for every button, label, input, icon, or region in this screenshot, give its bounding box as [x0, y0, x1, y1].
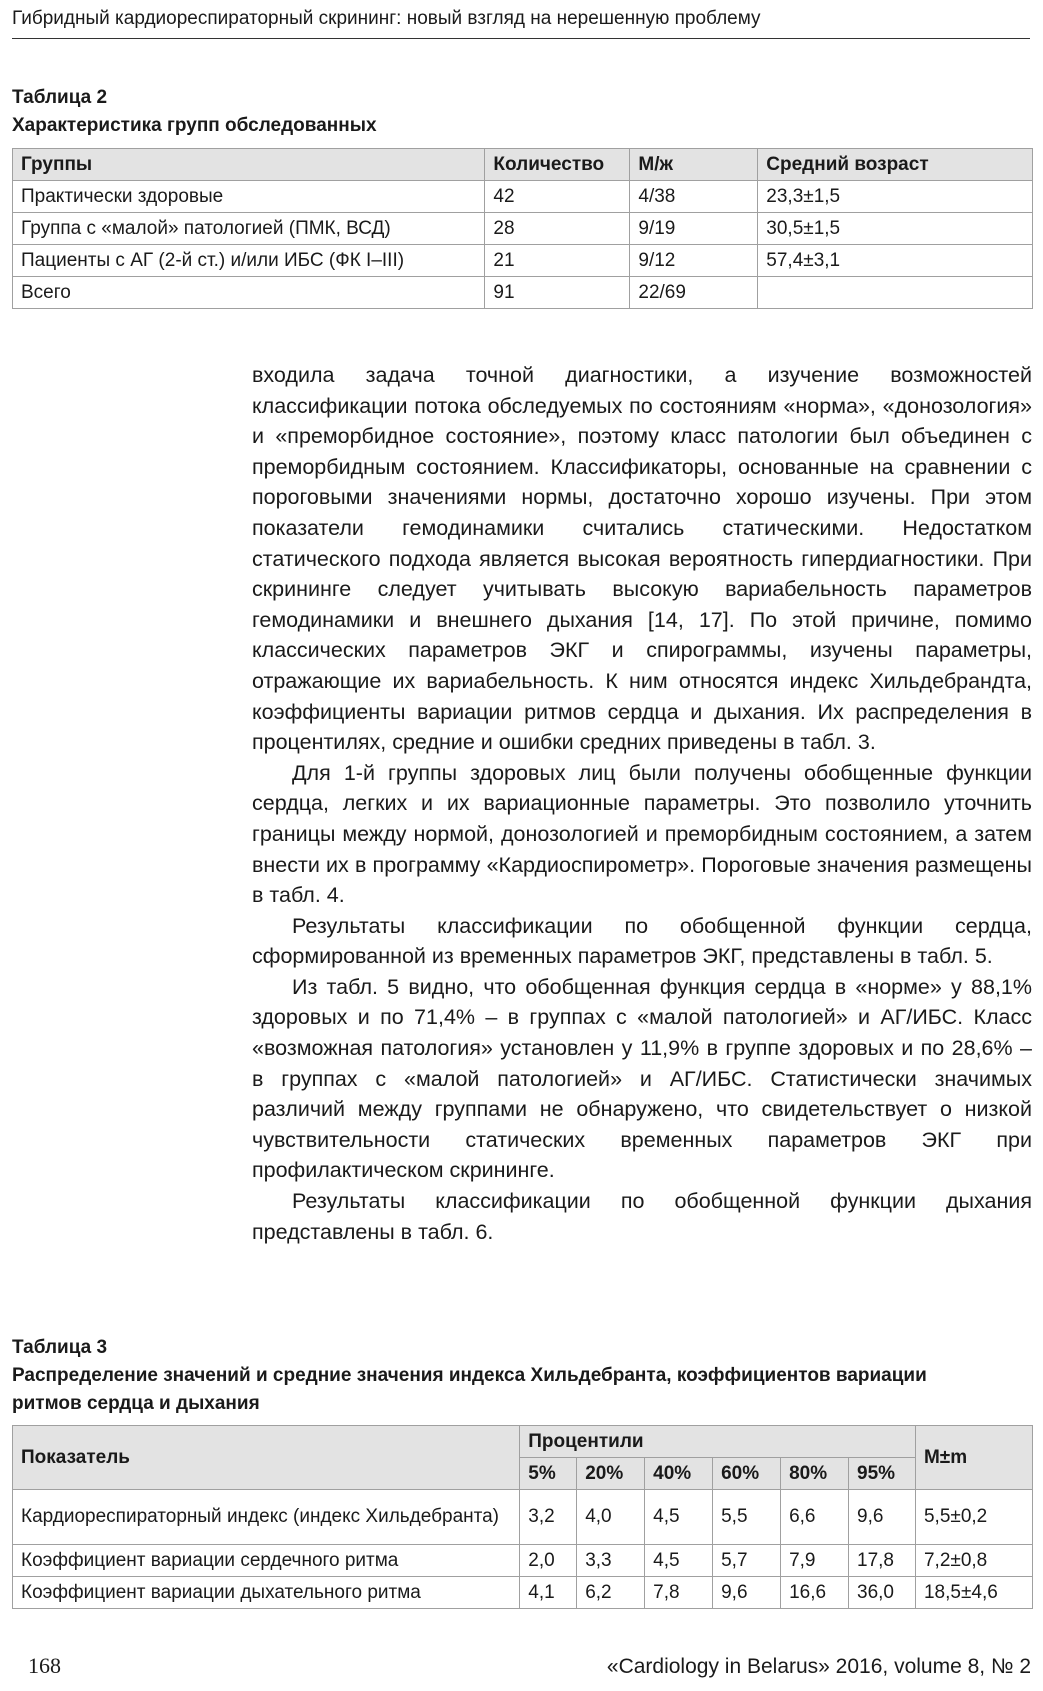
page-number: 168: [28, 1653, 61, 1678]
body-paragraph: Результаты классификации по обобщенной функции сердца, сформированной из временных параметров ЭКГ, представлены в табл. 5.: [252, 913, 1032, 969]
table-cell: Группа с «малой» патологией (ПМК, ВСД): [13, 213, 485, 245]
table2-caption: [12, 84, 377, 140]
table3-header-indicator: Показатель: [13, 1426, 520, 1490]
table2-title: Характеристика групп обследованных: [12, 115, 377, 136]
body-paragraph: Для 1-й группы здоровых лиц были получены обобщенные функции сердца, легких и их вариационные параметры. Это позволило уточнить границы между нормой, донозологией и преморбидным состоянием, а затем внести их в программу «Кардиоспирометр». Пороговые значения размещены в табл. 4.: [252, 760, 1032, 908]
table3-title-line2: ритмов сердца и дыхания: [12, 1393, 260, 1414]
table3-percentile-header: 40%: [645, 1458, 713, 1490]
table-cell: 3,3: [577, 1545, 645, 1577]
table-cell: 4,1: [520, 1577, 577, 1609]
table2-header-cell: М/ж: [630, 149, 758, 181]
table-cell: 6,2: [577, 1577, 645, 1609]
table-cell: 57,4±3,1: [758, 245, 1033, 277]
table-cell: [758, 277, 1033, 309]
table-row: [13, 245, 1033, 277]
table-cell: 18,5±4,6: [915, 1577, 1032, 1609]
table3-header-mean: M±m: [915, 1426, 1032, 1490]
table-row: [13, 1545, 1033, 1577]
table-cell: 22/69: [630, 277, 758, 309]
journal-footer: «Cardiology in Belarus» 2016, volume 8, № 2: [606, 1655, 1031, 1678]
table3-percentile-header: 95%: [849, 1458, 916, 1490]
table3-percentile-header: 5%: [520, 1458, 577, 1490]
table-cell: 7,8: [645, 1577, 713, 1609]
table3-percentile-header: 20%: [577, 1458, 645, 1490]
table-cell: 30,5±1,5: [758, 213, 1033, 245]
table-cell: 9/12: [630, 245, 758, 277]
table2-header-cell: Средний возраст: [758, 149, 1033, 181]
table-cell: 5,5: [713, 1490, 781, 1545]
table3-header-percentiles: Процентили: [520, 1426, 916, 1458]
table3-percentile-header: 60%: [713, 1458, 781, 1490]
table-cell: 3,2: [520, 1490, 577, 1545]
table-row: [13, 213, 1033, 245]
table3-caption: [12, 1334, 927, 1418]
table-row: [13, 181, 1033, 213]
table-cell: Пациенты с АГ (2-й ст.) и/или ИБС (ФК I–III): [13, 245, 485, 277]
table-cell: 4,5: [645, 1490, 713, 1545]
table-row: [13, 277, 1033, 309]
table2-header-cell: Группы: [13, 149, 485, 181]
table-cell: 21: [485, 245, 630, 277]
table2-label: Таблица 2: [12, 87, 108, 108]
table-cell: Всего: [13, 277, 485, 309]
table-row: [13, 1577, 1033, 1609]
table-cell: 5,5±0,2: [915, 1490, 1032, 1545]
table-cell: 5,7: [713, 1545, 781, 1577]
body-paragraph: входила задача точной диагностики, а изучение возможностей классификации потока обследуемых по состояниям «норма», «донозология» и «преморбидное состояние», поэтому класс патологии был объединен с преморбидным состоянием. Классификаторы, основанные на сравнении с пороговыми значениями нормы, достаточно хорошо изучены. При этом показатели гемодинамики считались статическими. Недостатком статического подхода является высокая вероятность гипердиагностики. При скрининге следует учитывать высокую вариабельность параметров гемодинамики и внешнего дыхания [14, 17]. По этой причине, помимо классических параметров ЭКГ и спирограммы, изучены параметры, отражающие их вариабельность. К ним относятся индекс Хильдебрандта, коэффициенты вариации ритмов сердца и дыхания. Их распределения в процентилях, средние и ошибки средних приведены в табл. 3.: [252, 363, 1032, 755]
table-cell: 42: [485, 181, 630, 213]
table3: [12, 1425, 1033, 1609]
body-paragraph: Результаты классификации по обобщенной функции дыхания представлены в табл. 6.: [252, 1189, 1032, 1244]
table2: [12, 148, 1033, 309]
table-cell: 9/19: [630, 213, 758, 245]
table-cell: 91: [485, 277, 630, 309]
table-cell: 4,0: [577, 1490, 645, 1545]
body-paragraph: Из табл. 5 видно, что обобщенная функция сердца в «норме» у 88,1% здоровых и по 71,4% – в группах с «малой патологией» и АГ/ИБС. Класс «возможная патология» установлен у 11,9% в группе здоровых и по 28,6% – в группах с «малой патологией» и АГ/ИБС. Статистически значимых различий между группами не обнаружено, что свидетельствует о низкой чувствительности статических временных параметров ЭКГ при профилактическом скрининге.: [252, 974, 1032, 1183]
table-row: [13, 1490, 1033, 1545]
table-cell: Практически здоровые: [13, 181, 485, 213]
running-header: Гибридный кардиореспираторный скрининг: новый взгляд на нерешенную проблему: [12, 8, 1030, 39]
table-cell: 23,3±1,5: [758, 181, 1033, 213]
table-cell: Коэффициент вариации дыхательного ритма: [13, 1577, 520, 1609]
table-cell: 17,8: [849, 1545, 916, 1577]
body-text: [252, 360, 1032, 1247]
table-cell: Кардиореспираторный индекс (индекс Хильдебранта): [13, 1490, 520, 1545]
table-cell: 36,0: [849, 1577, 916, 1609]
table-cell: 9,6: [713, 1577, 781, 1609]
table3-label: Таблица 3: [12, 1337, 108, 1358]
table2-header-row: [13, 149, 1033, 181]
table-cell: 4,5: [645, 1545, 713, 1577]
table3-title-line1: Распределение значений и средние значения индекса Хильдебранта, коэффициентов вариации: [12, 1365, 927, 1386]
table-cell: 16,6: [781, 1577, 849, 1609]
table-cell: Коэффициент вариации сердечного ритма: [13, 1545, 520, 1577]
table-cell: 6,6: [781, 1490, 849, 1545]
table-cell: 7,9: [781, 1545, 849, 1577]
table-cell: 9,6: [849, 1490, 916, 1545]
table3-header-row: [13, 1426, 1033, 1458]
table3-percentile-header: 80%: [781, 1458, 849, 1490]
table-cell: 28: [485, 213, 630, 245]
table-cell: 2,0: [520, 1545, 577, 1577]
table2-header-cell: Количество: [485, 149, 630, 181]
table-cell: 7,2±0,8: [915, 1545, 1032, 1577]
table-cell: 4/38: [630, 181, 758, 213]
